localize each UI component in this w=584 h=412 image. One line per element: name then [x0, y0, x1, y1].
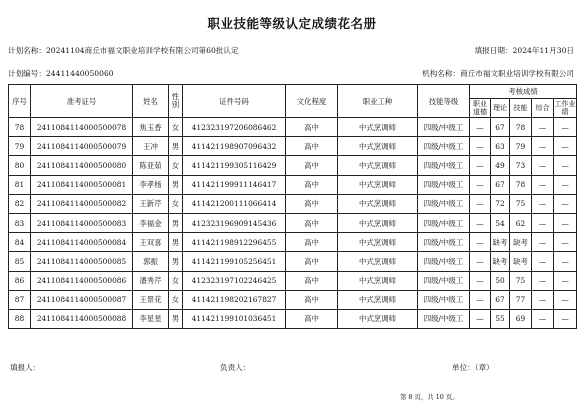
table-row: 86 2411084114000500086 潘秀芹 女 412323197102246425 高中 中式烹调师 四级/中级工 — 50 75 — — — [9, 271, 577, 290]
plan-name: 计划名称：20241104商丘市福文职业培训学校有限公司第60批认定 — [8, 46, 239, 55]
page-title: 职业技能等级认定成绩花名册 — [207, 16, 377, 31]
table-row: 81 2411084114000500081 李孝杨 男 411421199911146417 高中 中式烹调师 四级/中级工 — 67 78 — — — [9, 175, 577, 194]
table-row: 78 2411084114000500078 焦玉香 女 412323197206086462 高中 中式烹调师 四级/中级工 — 67 78 — — — [9, 118, 577, 137]
footer-filler: 填报人： — [10, 363, 41, 372]
footer-unit-seal: 单位：（章） — [452, 363, 494, 372]
header-theory: 理论 — [491, 99, 510, 118]
header-overall: 综合 — [532, 99, 554, 118]
header-level: 技能等级 — [418, 85, 470, 118]
table-row: 88 2411084114000500088 李星星 男 411421199101036451 高中 中式烹调师 四级/中级工 — 55 69 — — — [9, 309, 577, 328]
header-education: 文化程度 — [286, 85, 338, 118]
table-row: 83 2411084114000500083 李福金 男 412323196909145436 高中 中式烹调师 四级/中级工 — 54 62 — — — [9, 213, 577, 232]
header-performance: 工作业绩 — [554, 100, 576, 116]
plan-number: 计划编号：24411440050060 — [8, 69, 114, 78]
table-row: 85 2411084114000500085 郭振 男 411421199105256451 高中 中式烹调师 四级/中级工 — 缺考 缺考 — — — [9, 252, 577, 271]
header-moral: 职业道德 — [470, 99, 491, 118]
page-number: 第 8 页，共 10 页。 — [400, 393, 459, 401]
table-row: 80 2411084114000500080 陈亚茹 女 411421199305116429 高中 中式烹调师 四级/中级工 — 49 73 — — — [9, 156, 577, 175]
table-body — [9, 118, 577, 329]
table-row: 79 2411084114000500079 王冲 男 411421198907096432 高中 中式烹调师 四级/中级工 — 63 79 — — — [9, 137, 577, 156]
footer-responsible: 负责人： — [220, 363, 251, 372]
header-id-no: 证件号码 — [183, 85, 286, 118]
header-gender: 性别 — [169, 85, 183, 118]
table-header-row — [9, 85, 577, 99]
header-seq: 序号 — [9, 85, 31, 118]
header-score-group: 考核成绩 — [470, 85, 577, 99]
organization-name: 机构名称：商丘市福文职业培训学校有限公司 — [422, 69, 574, 78]
header-name: 姓名 — [133, 85, 169, 118]
header-exam-no: 准考证号 — [31, 85, 133, 118]
fill-date: 填报日期：2024年11月30日 — [474, 46, 574, 55]
header-job: 职业工种 — [338, 85, 418, 118]
table-row: 87 2411084114000500087 王景花 女 411421198202167827 高中 中式烹调师 四级/中级工 — 67 77 — — — [9, 290, 577, 309]
header-skill: 技能 — [510, 99, 532, 118]
table-row: 84 2411084114000500084 王双喜 男 411421198912296455 高中 中式烹调师 四级/中级工 — 缺考 缺考 — — — [9, 233, 577, 252]
table-row: 82 2411084114000500082 王新芹 女 411421200111066414 高中 中式烹调师 四级/中级工 — 72 75 — — — [9, 194, 577, 213]
score-roster-table — [8, 84, 577, 329]
